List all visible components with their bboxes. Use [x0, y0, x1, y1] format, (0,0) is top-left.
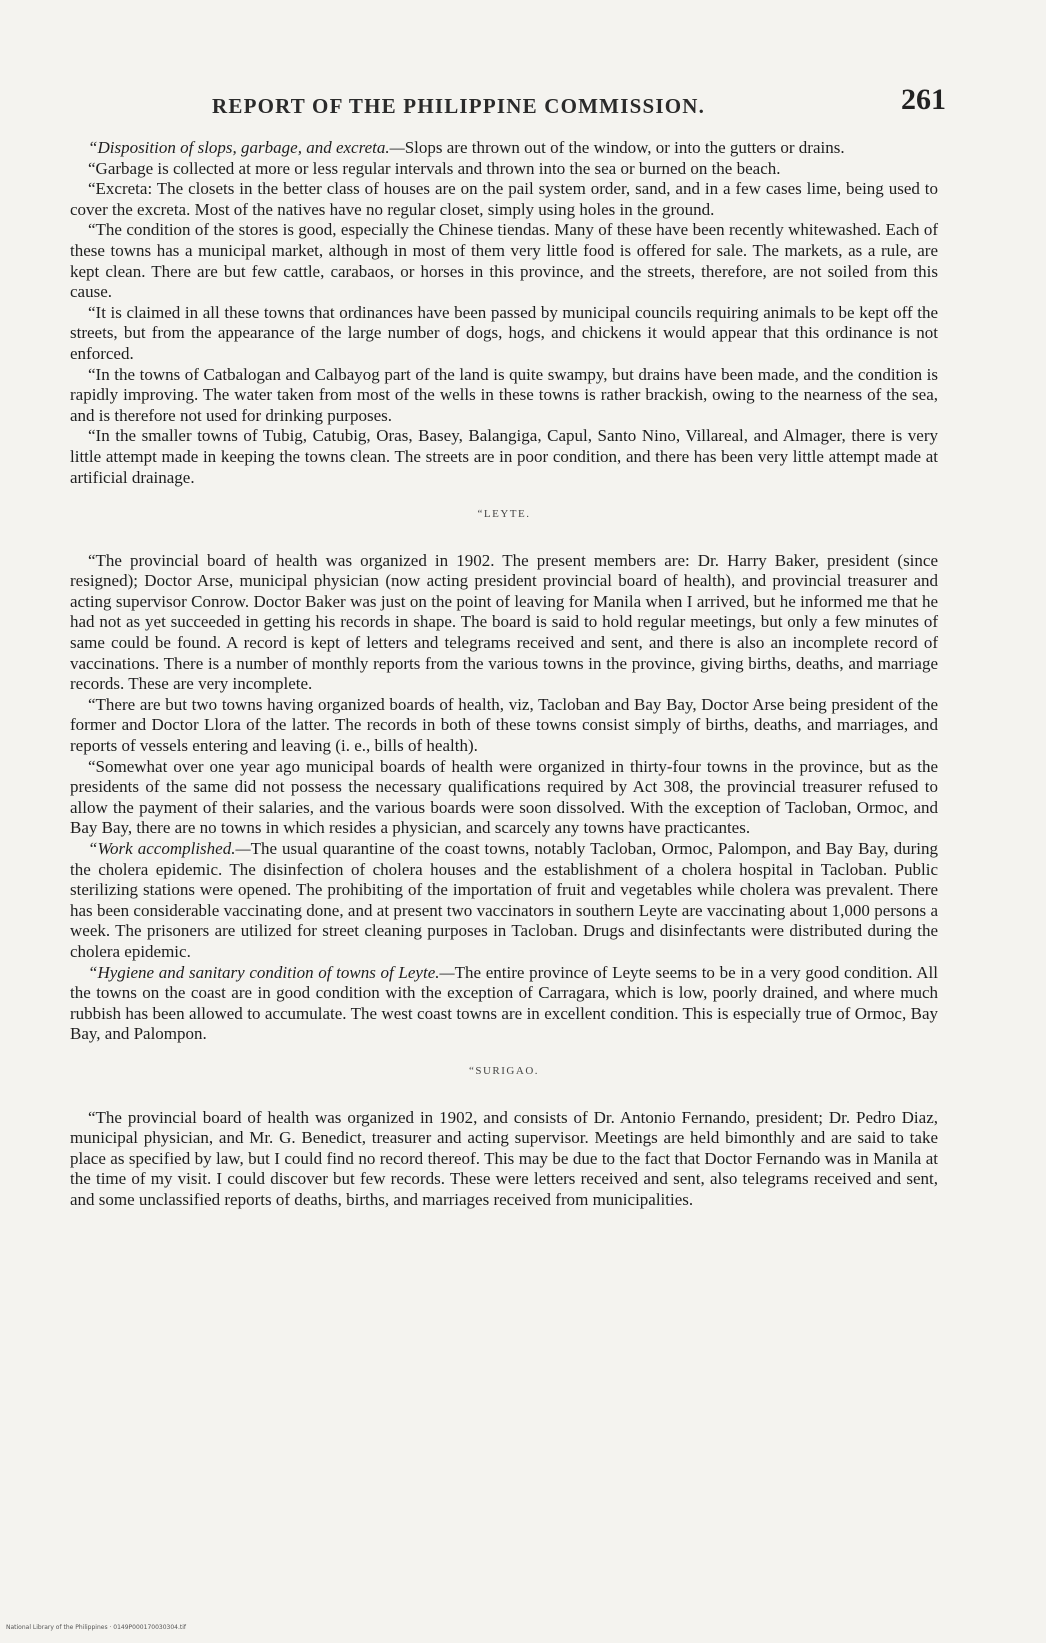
- paragraph-text: “There are but two towns having organized boards of health, viz, Tacloban and Bay Bay, Doctor Arse being president of the former and Doctor Llora of the latter. The records in both of these towns consist simply of births, deaths, and marriages, and reports of vessels entering and leaving (i. e., bills of health).: [70, 694, 938, 756]
- paragraph: [70, 757, 938, 839]
- paragraph: [70, 138, 938, 159]
- section-heading: “SURIGAO.: [468, 1064, 540, 1077]
- paragraph: [70, 839, 938, 963]
- paragraph-lead: “Work accomplished.—: [88, 839, 251, 858]
- scan-footer: National Library of the Philippines · 0149P000170030304.tif: [6, 1624, 187, 1632]
- section-heading: “LEYTE.: [477, 508, 531, 521]
- paragraph-lead: “Disposition of slops, garbage, and excreta.—: [88, 138, 405, 157]
- paragraph: [70, 963, 938, 1045]
- paragraph: [70, 179, 938, 220]
- paragraph: [70, 695, 938, 757]
- paragraph-text: “Garbage is collected at more or less regular intervals and thrown into the sea or burned on the beach.: [88, 158, 781, 178]
- paragraph-text: “The provincial board of health was organized in 1902. The present members are: Dr. Harry Baker, president (since resigned); Doctor Arse, municipal physician (now acting president provincial board of health), and provincial treasurer and acting supervisor Conrow. Doctor Baker was just on the point of leaving for Manila when I arrived, but he informed me that he had not as yet succeeded in getting his records in shape. The board is said to hold regular meetings, but only a few minutes of same could be found. A record is kept of letters and telegrams received and sent, and there is also an incomplete record of vaccinations. There is a number of monthly reports from the various towns in the province, giving births, deaths, and marriage records. These are very incomplete.: [70, 550, 938, 694]
- paragraph-text: The entire province of Leyte seems to be in a very good condition. All the towns on the coast are in good condition with the exception of Carragara, which is low, poorly drained, and where much rubbish has been allowed to accumulate. The west coast towns are in excellent condition. This is especially true of Ormoc, Bay Bay, and Palompon.: [70, 962, 938, 1044]
- paragraph-text: “Somewhat over one year ago municipal boards of health were organized in thirty-four towns in the province, but as the presidents of the same did not possess the necessary qualifications required by Act 308, the provincial treasurer refused to allow the payment of their salaries, and the various boards were soon dissolved. With the exception of Tacloban, Ormoc, and Bay Bay, there are no towns in which resides a physician, and scarcely any towns have practicantes.: [70, 756, 938, 838]
- paragraph: [70, 365, 938, 427]
- paragraph: [70, 426, 938, 488]
- paragraph-lead: “Hygiene and sanitary condition of towns of Leyte.—: [88, 962, 455, 982]
- body-text: [70, 138, 938, 1211]
- page-header: [70, 83, 946, 128]
- running-head: REPORT OF THE PHILIPPINE COMMISSION.: [212, 94, 706, 118]
- paragraph-text: “The provincial board of health was organized in 1902, and consists of Dr. Antonio Fernando, president; Dr. Pedro Diaz, municipal physician, and Mr. G. Benedict, treasurer and acting supervisor. Meetings are held bimonthly and are said to take place as specified by law, but I could find no record thereof. This may be due to the fact that Doctor Fernando was in Manila at the time of my visit. I could discover but few records. These were letters received and sent, also telegrams received and sent, and some unclassified reports of deaths, births, and marriages received from municipalities.: [70, 1107, 938, 1209]
- paragraph-text: Slops are thrown out of the window, or into the gutters or drains.: [404, 138, 845, 157]
- paragraph-text: “In the towns of Catbalogan and Calbayog part of the land is quite swampy, but drains have been made, and the condition is rapidly improving. The water taken from most of the wells in these towns is rather brackish, owing to the nearness of the sea, and is therefore not used for drinking purposes.: [70, 364, 938, 425]
- paragraph: [70, 159, 938, 180]
- paragraph-text: “It is claimed in all these towns that ordinances have been passed by municipal councils requiring animals to be kept off the streets, but from the appearance of the large number of dogs, hogs, and chickens it would appear that this ordinance is not enforced.: [70, 302, 938, 363]
- paragraph: [70, 220, 938, 302]
- page-number: 261: [901, 83, 946, 116]
- paragraph: [70, 551, 938, 695]
- paragraph-text: “The condition of the stores is good, especially the Chinese tiendas. Many of these have been recently whitewashed. Each of these towns has a municipal market, although in most of them very little food is offered for sale. The markets, as a rule, are kept clean. There are but few cattle, carabaos, or horses in this province, and the streets, therefore, are not soiled from this cause.: [70, 220, 938, 302]
- paragraph-text: “In the smaller towns of Tubig, Catubig, Oras, Basey, Balangiga, Capul, Santo Nino, Villareal, and Almager, there is very little attempt made in keeping the towns clean. The streets are in poor condition, and there has been very little attempt made at artificial drainage.: [70, 426, 938, 487]
- paragraph: [70, 1108, 938, 1211]
- paragraph-text: “Excreta: The closets in the better class of houses are on the pail system order, sand, and in a few cases lime, being used to cover the excreta. Most of the natives have no regular closet, simply using holes in the ground.: [70, 179, 938, 219]
- paragraph: [70, 303, 938, 365]
- paragraph-text: The usual quarantine of the coast towns, notably Tacloban, Ormoc, Palompon, and Bay Bay, during the cholera epidemic. The disinfection of cholera houses and the establishment of a cholera hospital in Tacloban. Public sterilizing stations were opened. The prohibiting of the importation of fruit and vegetables while cholera was prevalent. There has been considerable vaccinating done, and at present two vaccinators in southern Leyte are vaccinating about 1,000 persons a week. The prisoners are utilized for street cleaning purposes in Tacloban. Drugs and disinfectants were distributed during the cholera epidemic.: [70, 839, 938, 961]
